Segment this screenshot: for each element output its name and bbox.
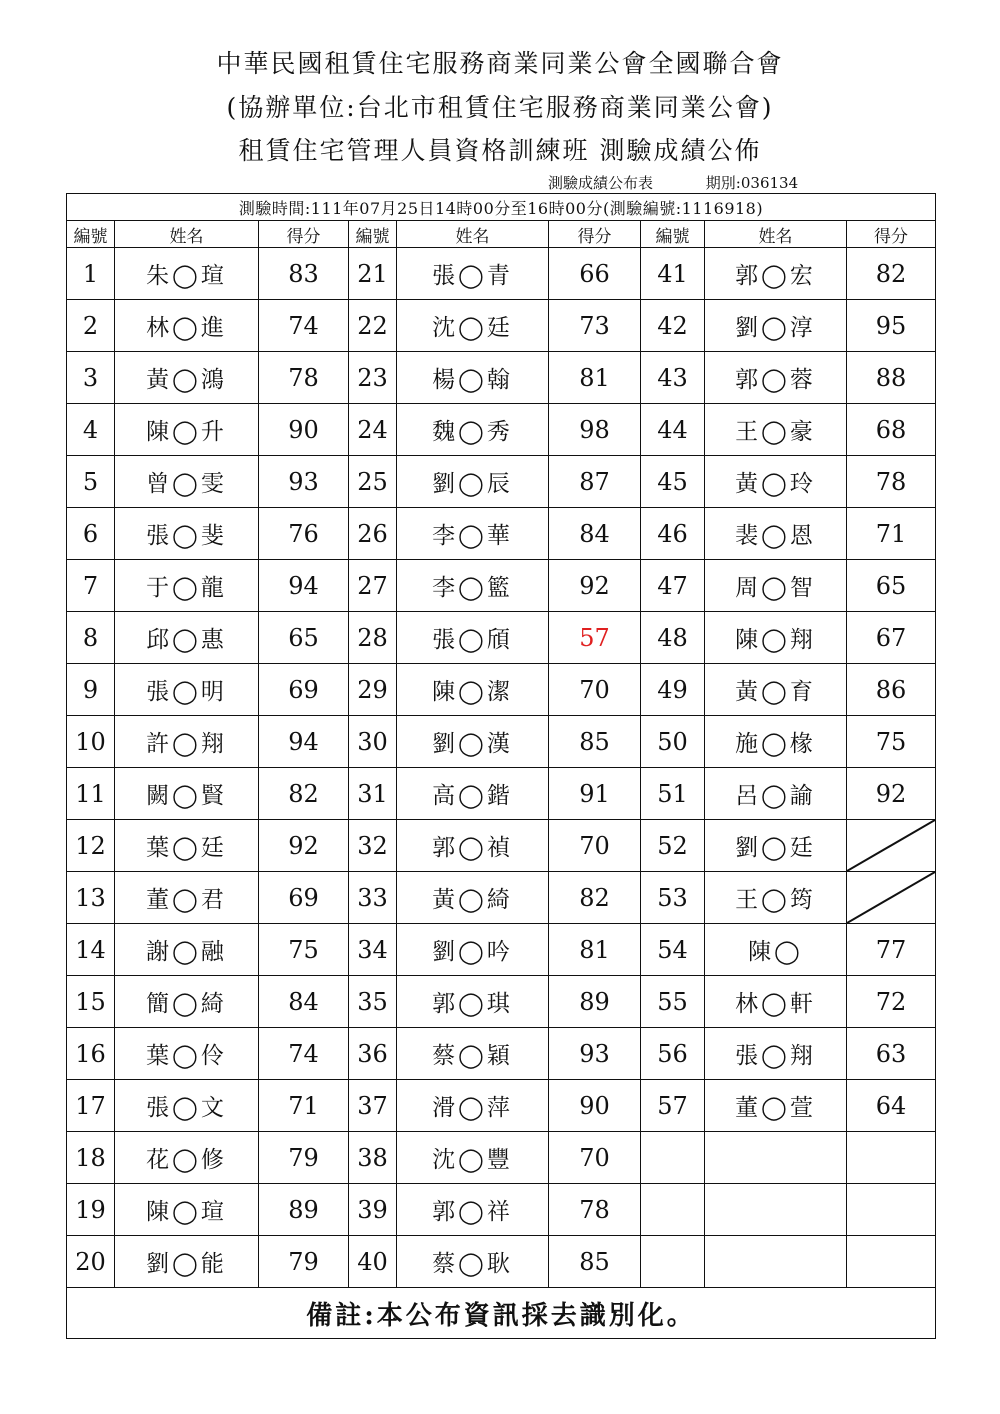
entry-name: 黃◯鴻 xyxy=(115,352,259,404)
entry-number: 14 xyxy=(67,924,115,976)
entry-score: 78 xyxy=(259,352,349,404)
entry-name: 林◯進 xyxy=(115,300,259,352)
table-meta xyxy=(548,172,798,193)
entry-name: 蔡◯耿 xyxy=(397,1236,549,1288)
entry-name: 陳◯翔 xyxy=(705,612,847,664)
entry-number: 40 xyxy=(349,1236,397,1288)
entry-number: 53 xyxy=(641,872,705,924)
entry-number: 10 xyxy=(67,716,115,768)
entry-number: 6 xyxy=(67,508,115,560)
column-header-name: 姓名 xyxy=(397,221,549,248)
entry-score xyxy=(847,1184,936,1236)
table-row xyxy=(67,508,936,560)
entry-score: 93 xyxy=(549,1028,641,1080)
table-row xyxy=(67,1236,936,1288)
entry-number: 23 xyxy=(349,352,397,404)
diagonal-slash-icon xyxy=(847,872,935,923)
entry-name: 葉◯伶 xyxy=(115,1028,259,1080)
entry-name: 張◯頎 xyxy=(397,612,549,664)
entry-name: 張◯明 xyxy=(115,664,259,716)
entry-score: 98 xyxy=(549,404,641,456)
entry-score: 83 xyxy=(259,248,349,300)
course-title: 租賃住宅管理人員資格訓練班 測驗成績公佈 xyxy=(238,136,762,165)
entry-number: 29 xyxy=(349,664,397,716)
entry-score: 64 xyxy=(847,1080,936,1132)
entry-score: 82 xyxy=(549,872,641,924)
entry-number: 36 xyxy=(349,1028,397,1080)
entry-name: 董◯君 xyxy=(115,872,259,924)
entry-name: 張◯翔 xyxy=(705,1028,847,1080)
entry-score: 93 xyxy=(259,456,349,508)
co-organizer-line: (協辦單位:台北市租賃住宅服務商業同業公會) xyxy=(226,93,774,122)
entry-number: 31 xyxy=(349,768,397,820)
entry-score xyxy=(847,1132,936,1184)
entry-score: 82 xyxy=(259,768,349,820)
entry-name: 郭◯蓉 xyxy=(705,352,847,404)
entry-number: 56 xyxy=(641,1028,705,1080)
entry-name: 沈◯廷 xyxy=(397,300,549,352)
entry-number: 49 xyxy=(641,664,705,716)
entry-number: 51 xyxy=(641,768,705,820)
table-row xyxy=(67,248,936,300)
entry-number: 16 xyxy=(67,1028,115,1080)
entry-score: 94 xyxy=(259,560,349,612)
entry-name: 滑◯萍 xyxy=(397,1080,549,1132)
entry-name: 陳◯潔 xyxy=(397,664,549,716)
entry-number: 52 xyxy=(641,820,705,872)
entry-number: 28 xyxy=(349,612,397,664)
entry-score: 78 xyxy=(847,456,936,508)
entry-number: 21 xyxy=(349,248,397,300)
entry-name: 郭◯宏 xyxy=(705,248,847,300)
entry-number: 17 xyxy=(67,1080,115,1132)
entry-score: 94 xyxy=(259,716,349,768)
entry-name: 陳◯升 xyxy=(115,404,259,456)
column-header-no: 編號 xyxy=(67,221,115,248)
entry-name: 黃◯綺 xyxy=(397,872,549,924)
entry-name: 魏◯秀 xyxy=(397,404,549,456)
entry-name: 黃◯育 xyxy=(705,664,847,716)
diagonal-slash-icon xyxy=(847,820,935,871)
entry-score: 70 xyxy=(549,820,641,872)
table-row xyxy=(67,768,936,820)
entry-name: 王◯豪 xyxy=(705,404,847,456)
entry-number: 54 xyxy=(641,924,705,976)
entry-name: 李◯籃 xyxy=(397,560,549,612)
entry-name: 郭◯琪 xyxy=(397,976,549,1028)
entry-name: 于◯龍 xyxy=(115,560,259,612)
entry-number: 7 xyxy=(67,560,115,612)
table-row xyxy=(67,716,936,768)
table-row xyxy=(67,612,936,664)
entry-number: 13 xyxy=(67,872,115,924)
entry-score: 70 xyxy=(549,664,641,716)
entry-score: 72 xyxy=(847,976,936,1028)
entry-number: 32 xyxy=(349,820,397,872)
entry-number: 18 xyxy=(67,1132,115,1184)
page-title: 中華民國租賃住宅服務商業同業公會全國聯合會 xyxy=(216,49,784,78)
entry-name: 邱◯惠 xyxy=(115,612,259,664)
entry-score: 63 xyxy=(847,1028,936,1080)
entry-number: 50 xyxy=(641,716,705,768)
exam-info: 測驗時間:111年07月25日14時00分至16時00分(測驗編號:1116918) xyxy=(67,194,936,221)
entry-score: 92 xyxy=(259,820,349,872)
entry-name: 闕◯賢 xyxy=(115,768,259,820)
score-not-given xyxy=(847,820,936,872)
entry-number: 5 xyxy=(67,456,115,508)
entry-number: 41 xyxy=(641,248,705,300)
entry-name: 高◯鍇 xyxy=(397,768,549,820)
entry-number: 9 xyxy=(67,664,115,716)
entry-score: 90 xyxy=(549,1080,641,1132)
entry-score: 84 xyxy=(259,976,349,1028)
table-row xyxy=(67,664,936,716)
entry-name xyxy=(705,1236,847,1288)
entry-number: 47 xyxy=(641,560,705,612)
entry-name: 沈◯豐 xyxy=(397,1132,549,1184)
table-row xyxy=(67,924,936,976)
entry-score: 85 xyxy=(549,1236,641,1288)
entry-name: 楊◯翰 xyxy=(397,352,549,404)
entry-score: 66 xyxy=(549,248,641,300)
entry-score: 95 xyxy=(847,300,936,352)
entry-score: 91 xyxy=(549,768,641,820)
entry-number: 26 xyxy=(349,508,397,560)
entry-number: 34 xyxy=(349,924,397,976)
entry-score: 89 xyxy=(549,976,641,1028)
entry-name: 裴◯恩 xyxy=(705,508,847,560)
entry-name: 郭◯祥 xyxy=(397,1184,549,1236)
table-row xyxy=(67,352,936,404)
entry-score xyxy=(847,1236,936,1288)
table-label: 測驗成績公布表 xyxy=(548,174,654,192)
entry-number: 42 xyxy=(641,300,705,352)
column-header-name: 姓名 xyxy=(705,221,847,248)
table-row xyxy=(67,1080,936,1132)
entry-number: 37 xyxy=(349,1080,397,1132)
entry-score: 65 xyxy=(259,612,349,664)
entry-score: 74 xyxy=(259,300,349,352)
entry-name: 李◯華 xyxy=(397,508,549,560)
table-row xyxy=(67,560,936,612)
entry-name: 施◯椽 xyxy=(705,716,847,768)
entry-score: 84 xyxy=(549,508,641,560)
entry-score: 71 xyxy=(847,508,936,560)
entry-name: 郭◯禎 xyxy=(397,820,549,872)
entry-score: 79 xyxy=(259,1132,349,1184)
column-header-score: 得分 xyxy=(549,221,641,248)
table-row xyxy=(67,1132,936,1184)
table-row xyxy=(67,456,936,508)
entry-name: 周◯智 xyxy=(705,560,847,612)
entry-name: 劉◯吟 xyxy=(397,924,549,976)
entry-score: 78 xyxy=(549,1184,641,1236)
entry-name: 張◯文 xyxy=(115,1080,259,1132)
entry-number: 45 xyxy=(641,456,705,508)
entry-score: 87 xyxy=(549,456,641,508)
entry-number: 30 xyxy=(349,716,397,768)
entry-score: 76 xyxy=(259,508,349,560)
entry-score: 82 xyxy=(847,248,936,300)
entry-number: 4 xyxy=(67,404,115,456)
entry-number: 44 xyxy=(641,404,705,456)
entry-score: 75 xyxy=(847,716,936,768)
entry-name: 謝◯融 xyxy=(115,924,259,976)
entry-number: 46 xyxy=(641,508,705,560)
entry-name: 簡◯綺 xyxy=(115,976,259,1028)
entry-score: 92 xyxy=(847,768,936,820)
entry-name: 董◯萱 xyxy=(705,1080,847,1132)
entry-number: 48 xyxy=(641,612,705,664)
entry-name: 黃◯玲 xyxy=(705,456,847,508)
entry-number: 2 xyxy=(67,300,115,352)
period-number: 期別:036134 xyxy=(705,174,799,192)
entry-number: 25 xyxy=(349,456,397,508)
entry-number: 3 xyxy=(67,352,115,404)
entry-score: 73 xyxy=(549,300,641,352)
entry-name: 葉◯廷 xyxy=(115,820,259,872)
entry-number: 43 xyxy=(641,352,705,404)
table-row xyxy=(67,300,936,352)
entry-score: 65 xyxy=(847,560,936,612)
entry-number: 22 xyxy=(349,300,397,352)
entry-number: 20 xyxy=(67,1236,115,1288)
remark: 備註:本公布資訊採去識別化。 xyxy=(67,1288,936,1339)
entry-score: 67 xyxy=(847,612,936,664)
entry-name: 劉◯能 xyxy=(115,1236,259,1288)
entry-number: 11 xyxy=(67,768,115,820)
entry-name: 劉◯廷 xyxy=(705,820,847,872)
entry-name: 花◯修 xyxy=(115,1132,259,1184)
entry-score: 74 xyxy=(259,1028,349,1080)
entry-score: 75 xyxy=(259,924,349,976)
entry-score: 70 xyxy=(549,1132,641,1184)
entry-name: 劉◯漢 xyxy=(397,716,549,768)
entry-score: 71 xyxy=(259,1080,349,1132)
entry-score: 79 xyxy=(259,1236,349,1288)
entry-number xyxy=(641,1236,705,1288)
entry-score: 69 xyxy=(259,872,349,924)
entry-name xyxy=(705,1184,847,1236)
table-row xyxy=(67,820,936,872)
entry-name: 蔡◯穎 xyxy=(397,1028,549,1080)
column-header-row xyxy=(67,221,936,248)
entry-number: 24 xyxy=(349,404,397,456)
score-table xyxy=(66,193,936,1339)
entry-score: 86 xyxy=(847,664,936,716)
entry-score: 69 xyxy=(259,664,349,716)
entry-number: 39 xyxy=(349,1184,397,1236)
entry-number: 12 xyxy=(67,820,115,872)
entry-name: 陳◯ xyxy=(705,924,847,976)
entry-name: 林◯軒 xyxy=(705,976,847,1028)
entry-number: 27 xyxy=(349,560,397,612)
entry-number: 35 xyxy=(349,976,397,1028)
column-header-no: 編號 xyxy=(641,221,705,248)
score-not-given xyxy=(847,872,936,924)
entry-number: 19 xyxy=(67,1184,115,1236)
entry-number xyxy=(641,1184,705,1236)
column-header-score: 得分 xyxy=(259,221,349,248)
column-header-name: 姓名 xyxy=(115,221,259,248)
entry-name: 許◯翔 xyxy=(115,716,259,768)
entry-score: 85 xyxy=(549,716,641,768)
entry-number: 1 xyxy=(67,248,115,300)
entry-name: 陳◯瑄 xyxy=(115,1184,259,1236)
entry-name: 劉◯辰 xyxy=(397,456,549,508)
entry-score: 77 xyxy=(847,924,936,976)
entry-number: 8 xyxy=(67,612,115,664)
entry-number: 15 xyxy=(67,976,115,1028)
entry-name: 張◯斐 xyxy=(115,508,259,560)
entry-name xyxy=(705,1132,847,1184)
entry-number xyxy=(641,1132,705,1184)
entry-score: 90 xyxy=(259,404,349,456)
entry-number: 57 xyxy=(641,1080,705,1132)
entry-number: 38 xyxy=(349,1132,397,1184)
column-header-no: 編號 xyxy=(349,221,397,248)
entry-name: 曾◯雯 xyxy=(115,456,259,508)
entry-score: 89 xyxy=(259,1184,349,1236)
entry-name: 張◯青 xyxy=(397,248,549,300)
entry-name: 呂◯諭 xyxy=(705,768,847,820)
failing-score: 57 xyxy=(549,612,641,664)
table-row xyxy=(67,404,936,456)
entry-score: 88 xyxy=(847,352,936,404)
column-header-score: 得分 xyxy=(847,221,936,248)
entry-number: 55 xyxy=(641,976,705,1028)
table-row xyxy=(67,1028,936,1080)
entry-score: 81 xyxy=(549,924,641,976)
entry-name: 王◯筠 xyxy=(705,872,847,924)
entry-number: 33 xyxy=(349,872,397,924)
table-row xyxy=(67,872,936,924)
entry-score: 68 xyxy=(847,404,936,456)
entry-name: 朱◯瑄 xyxy=(115,248,259,300)
entry-name: 劉◯淳 xyxy=(705,300,847,352)
entry-score: 81 xyxy=(549,352,641,404)
entry-score: 92 xyxy=(549,560,641,612)
table-row xyxy=(67,1184,936,1236)
table-row xyxy=(67,976,936,1028)
